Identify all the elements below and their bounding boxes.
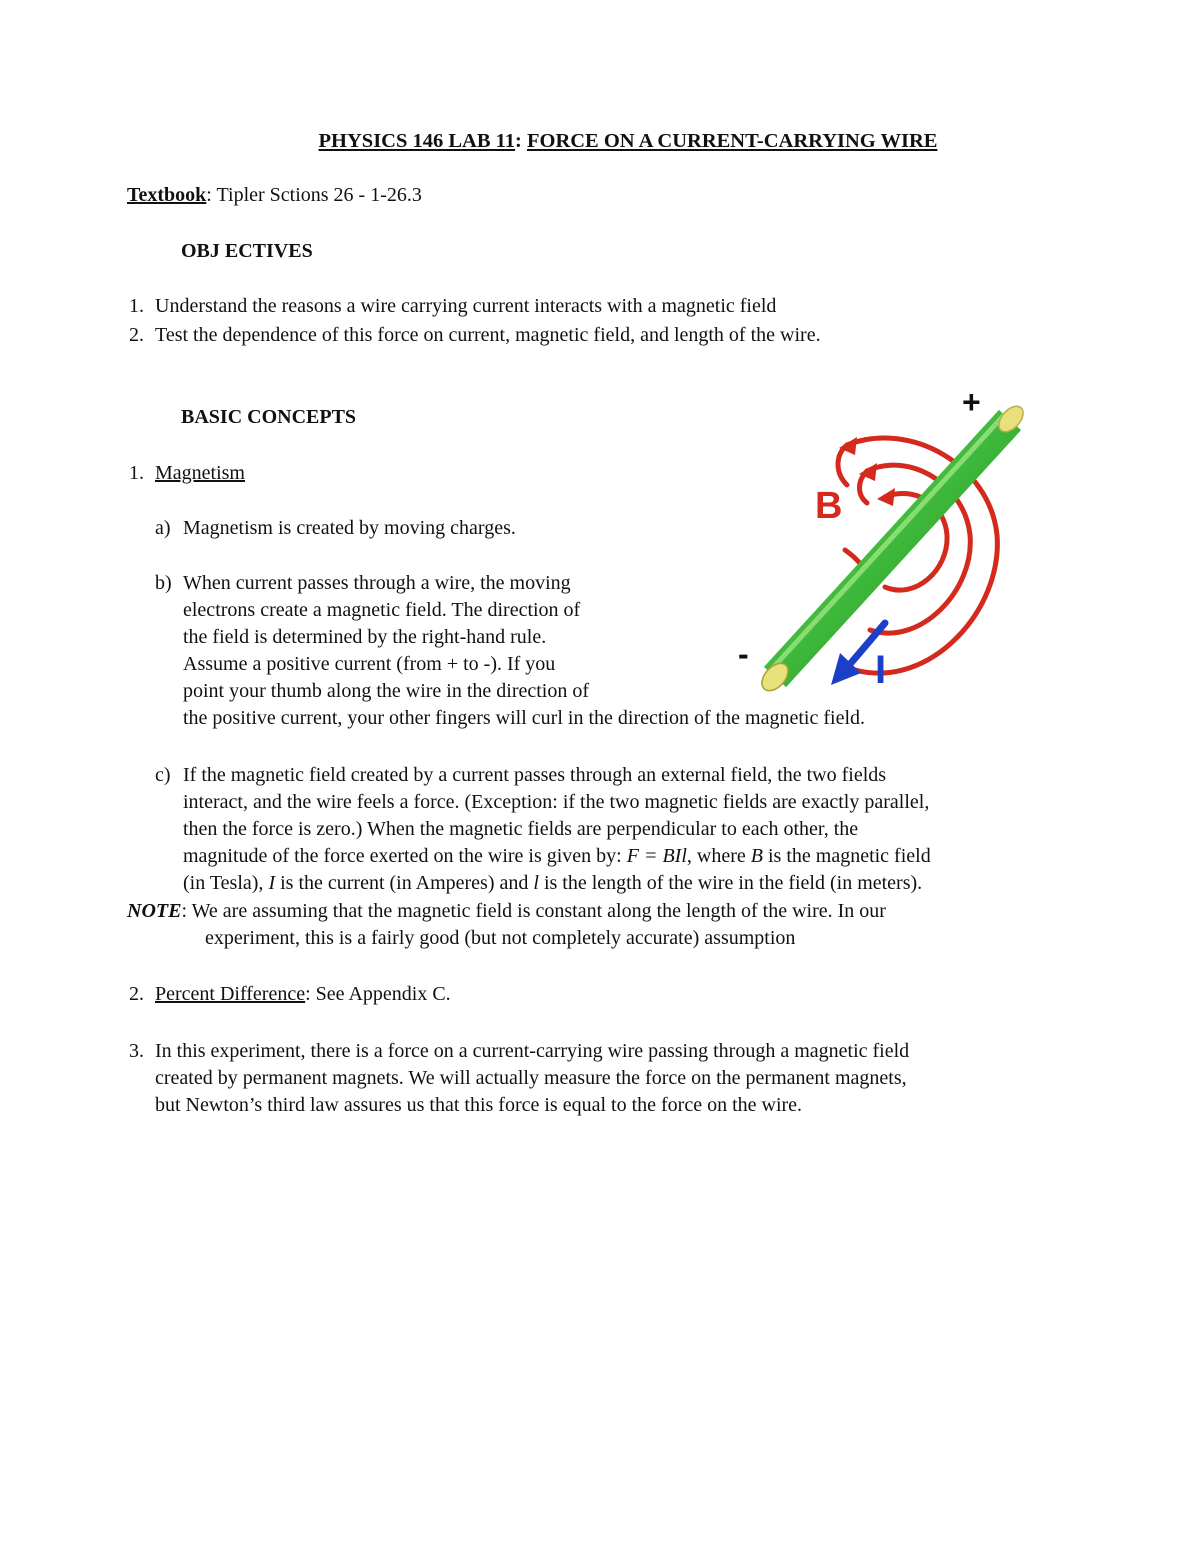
magnetism-title: Magnetism [155,462,245,484]
note-label: NOTE [127,900,182,922]
item-b-line: point your thumb along the wire in the direction of [183,680,590,702]
minus-sign: - [738,636,749,672]
percent-line [155,981,451,1007]
units-mid: is the current (in Amperes) and [275,872,534,894]
wire-body [775,420,1010,677]
variable-i: I [268,872,276,894]
plus-sign: + [962,385,981,420]
formula-where: , where [686,845,751,867]
item-c-line: interact, and the wire feels a force. (Exception: if the two magnetic fields are exactly parallel, [183,791,930,813]
title-separator: : [515,130,527,152]
percent-title: Percent Difference [155,983,306,1005]
objectives-heading: OBJ ECTIVES [181,240,313,262]
formula-b-desc: is the magnetic field [762,845,931,867]
field-front-outer [838,445,847,485]
experiment-line: created by permanent magnets. We will actually measure the force on the permanent magnets, [155,1067,907,1089]
right-hand-rule-figure [735,385,1030,695]
item-b-line: Assume a positive current (from + to -). If you [183,653,556,675]
textbook-value: : Tipler Sctions 26 - 1-26.3 [206,184,422,206]
item-c-line-formula [183,843,931,869]
magnetism-num: 1. [129,462,144,484]
objective-1-num: 1. [129,295,144,317]
item-b-line: electrons create a magnetic field. The direction of [183,599,581,621]
item-b-line: the field is determined by the right-hand rule. [183,626,547,648]
item-c-line: then the force is zero.) When the magnetic fields are perpendicular to each other, the [183,818,859,840]
objective-2-text: Test the dependence of this force on current, magnetic field, and length of the wire. [155,324,821,346]
note-text: : We are assuming that the magnetic field is constant along the length of the wire. In our [181,900,886,922]
units-post: is the length of the wire in the field (in meters). [538,872,923,894]
field-front-middle [860,471,868,503]
force-formula: F = BIl [626,845,687,867]
item-b-line: When current passes through a wire, the moving [183,572,571,594]
units-pre: (in Tesla), [183,872,269,894]
experiment-line: In this experiment, there is a force on a current-carrying wire passing through a magnetic field [155,1040,910,1062]
basic-concepts-heading: BASIC CONCEPTS [181,406,357,428]
variable-l: l [533,872,539,894]
objective-1-text: Understand the reasons a wire carrying current interacts with a magnetic field [155,295,777,317]
variable-b: B [750,845,763,867]
field-label: B [815,485,843,527]
experiment-num: 3. [129,1040,144,1062]
percent-num: 2. [129,983,144,1005]
title-course: PHYSICS 146 LAB 11 [318,130,516,152]
title-topic: FORCE ON A CURRENT-CARRYING WIRE [526,130,938,152]
percent-text: : See Appendix C. [305,983,451,1005]
item-c-line: If the magnetic field created by a current passes through an external field, the two fields [183,764,887,786]
item-c-label: c) [155,764,171,786]
page-title [0,128,1200,154]
textbook-label: Textbook [127,184,207,206]
item-a-text: Magnetism is created by moving charges. [183,517,516,539]
experiment-line: but Newton’s third law assures us that this force is equal to the force on the wire. [155,1094,803,1116]
field-arrow-inner [877,488,895,506]
formula-intro: magnitude of the force exerted on the wire is given by: [183,845,627,867]
textbook-line [127,182,422,208]
objective-2-num: 2. [129,324,144,346]
note-line [127,898,886,924]
wire [757,402,1028,695]
note-line-2: experiment, this is a fairly good (but not completely accurate) assumption [205,927,796,949]
item-b-label: b) [155,572,172,594]
current-label: I [875,648,887,692]
item-a-label: a) [155,517,171,539]
item-b-line: the positive current, your other fingers will curl in the direction of the magnetic field. [183,707,866,729]
item-c-line-units [183,870,922,896]
